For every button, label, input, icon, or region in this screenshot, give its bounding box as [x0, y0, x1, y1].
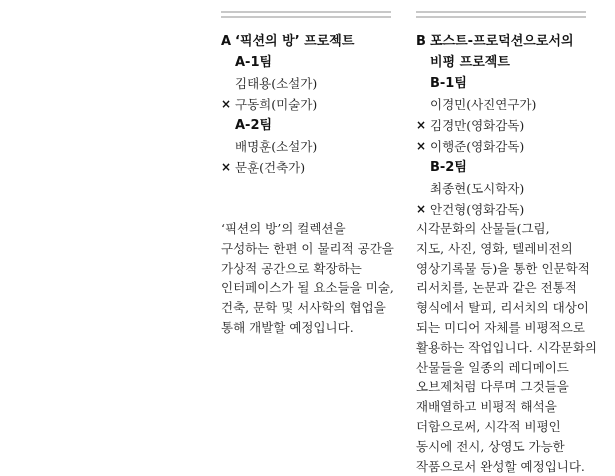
project-b-description: 시각문화의 산물들(그림, 지도, 사진, 영화, 텔레비전의 영상기록물 등)을 통한 인문학적 리서치를, 논문과 같은 전통적 형식에서 탈피, 리서치의 대상이 되는 미디어 자체를 비평적으로 활용하는 작업입니다. 시각문화의 산물들을 일종의 레디메이드 오브제처럼 다루며 그것들을 재배열하고 비평적 해석을 더함으로써, 시각적 비평인 동시에 전시, 상영도 가능한 작품으로서 완성할 예정입니다. [416, 221, 597, 474]
member-name: × 이행준(영화감독) [430, 136, 611, 157]
divider-rules-b [416, 11, 586, 21]
project-a-heading [221, 31, 406, 52]
divider-line [221, 11, 391, 13]
member-name: × 문훈(건축가) [235, 157, 406, 178]
member-name: 김태용(소설가) [235, 76, 318, 91]
cross-mark-icon: × [221, 160, 232, 174]
member-name: 이경민(사진연구가) [430, 97, 537, 112]
member-name: × 안건형(영화감독) [430, 199, 611, 220]
team-label: B-2팀 [430, 160, 467, 175]
member-name: × 구동희(미술가) [235, 94, 406, 115]
member-name: × 김경만(영화감독) [430, 115, 611, 136]
project-a-letter: A [221, 34, 232, 49]
project-a-description: ‘픽션의 방’의 컬렉션을 구성하는 한편 이 물리적 공간을 가상적 공간으로 확장하는 인터페이스가 될 요소들을 미술, 건축, 문학 및 서사학의 협업을 통해 개발할 예정입니다. [221, 221, 394, 335]
project-b-letter: B [416, 34, 426, 49]
project-b-column [416, 31, 611, 220]
member-name: 배명훈(소설가) [235, 139, 318, 154]
divider-line [221, 16, 391, 18]
project-a-title: ‘픽션의 방’ 프로젝트 [235, 34, 355, 49]
team-label: B-1팀 [430, 76, 467, 91]
project-b-heading [416, 31, 611, 73]
divider-line [416, 16, 586, 18]
cross-mark-icon: × [416, 139, 427, 153]
project-a-column [221, 31, 406, 178]
cross-mark-icon: × [221, 97, 232, 111]
divider-rules-a [221, 11, 391, 21]
cross-mark-icon: × [416, 118, 427, 132]
divider-line [416, 11, 586, 13]
project-b-title: 포스트-프로덕션으로서의 비평 프로젝트 [430, 34, 574, 70]
project-b-roster [416, 73, 611, 220]
team-label: A-1팀 [235, 55, 273, 70]
cross-mark-icon: × [416, 202, 427, 216]
team-label: A-2팀 [235, 118, 273, 133]
project-a-roster [221, 52, 406, 178]
member-name: 최종현(도시학자) [430, 181, 525, 196]
